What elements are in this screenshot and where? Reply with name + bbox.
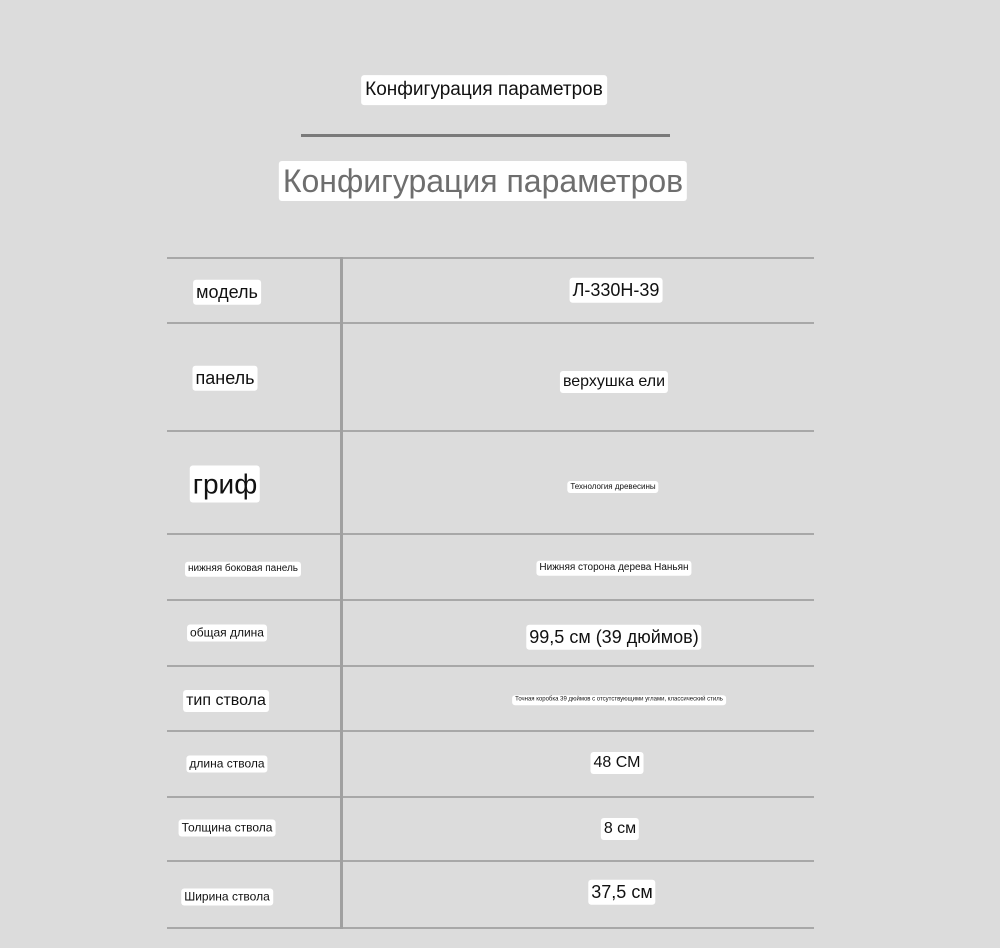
- title-divider: [301, 134, 670, 137]
- table-column-divider: [340, 257, 343, 929]
- row-label-back-side: нижняя боковая панель: [185, 562, 301, 577]
- row-value-body-thickness: 8 см: [601, 818, 639, 840]
- row-label-body-thickness: Толщина ствола: [179, 820, 276, 837]
- table-row-divider: [167, 860, 814, 862]
- row-value-panel: верхушка ели: [560, 371, 668, 393]
- page-title-small: Конфигурация параметров: [361, 75, 607, 105]
- row-label-total-length: общая длина: [187, 625, 267, 642]
- row-label-body-type: тип ствола: [183, 690, 269, 712]
- row-label-panel: панель: [193, 366, 258, 391]
- table-row-divider: [167, 730, 814, 732]
- table-row-divider: [167, 430, 814, 432]
- row-label-body-width: Ширина ствола: [181, 889, 273, 906]
- row-label-body-length: длина ствола: [186, 756, 267, 773]
- row-value-body-length: 48 СМ: [591, 752, 644, 774]
- table-row-divider: [167, 533, 814, 535]
- row-label-neck: гриф: [190, 466, 260, 503]
- table-row-divider: [167, 796, 814, 798]
- row-value-model: Л-330Н-39: [570, 278, 663, 303]
- table-row-divider: [167, 599, 814, 601]
- row-value-back-side: Нижняя сторона дерева Наньян: [536, 561, 691, 576]
- row-value-body-width: 37,5 см: [588, 880, 655, 905]
- table-row-divider: [167, 257, 814, 259]
- row-value-total-length: 99,5 см (39 дюймов): [526, 625, 701, 650]
- table-row-divider: [167, 665, 814, 667]
- row-value-body-type: Точная коробка 39 дюймов с отсутствующими углами, классический стиль: [512, 695, 726, 705]
- row-label-model: модель: [193, 280, 261, 305]
- page-title-large: Конфигурация параметров: [279, 161, 687, 201]
- row-value-neck: Технология древесины: [567, 481, 658, 493]
- table-row-divider: [167, 322, 814, 324]
- table-row-divider: [167, 927, 814, 929]
